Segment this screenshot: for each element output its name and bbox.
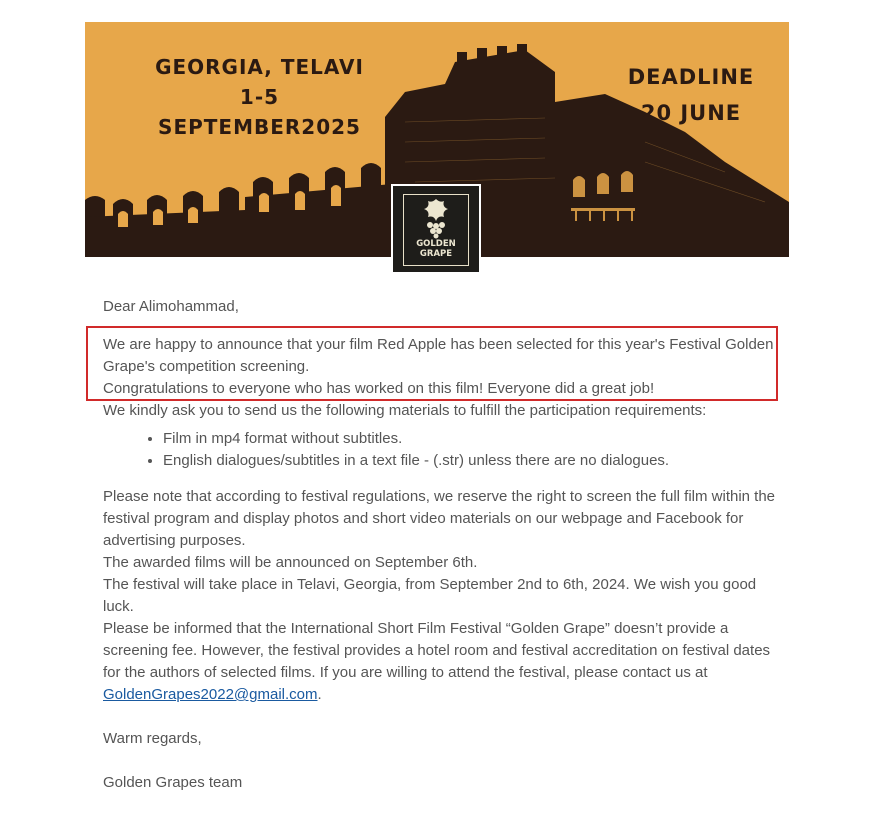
fee-text <box>103 618 783 706</box>
festival-dates-text: The festival will take place in Telavi, Georgia, from September 2nd to 6th, 2024. We wish you good luck. <box>103 576 757 615</box>
greeting: Dear Alimohammad, <box>103 298 239 315</box>
request-text: We kindly ask you to send us the following materials to fulfill the participation requirements: <box>103 402 707 419</box>
logo-line-golden: GOLDEN <box>416 239 456 249</box>
announcement-text: We are happy to announce that your film Red Apple has been selected for this year's Festival Golden Grape's competition screening. <box>103 336 774 375</box>
congratulations-text: Congratulations to everyone who has worked on this film! Everyone did a great job! <box>103 380 655 397</box>
list-item: • English dialogues/subtitles in a text file - (.str) unless there are no dialogues. <box>163 450 783 472</box>
golden-grape-logo <box>391 184 481 274</box>
banner-deadline <box>621 59 761 131</box>
period: . <box>317 686 322 703</box>
logo-frame <box>403 194 469 266</box>
banner-location: GEORGIA, TELAVI <box>155 55 364 79</box>
awards-text: The awarded films will be announced on September 6th. <box>103 554 478 571</box>
banner-deadline-date: 20 JUNE <box>640 101 742 125</box>
banner-location-dates <box>137 52 382 142</box>
regulations-note: Please note that according to festival regulations, we reserve the right to screen the full film within the festival program and display photos and short video materials on our webpage and Facebook for advertising purposes. <box>103 488 776 549</box>
banner-deadline-label: DEADLINE <box>627 65 755 89</box>
grape-leaf-icon <box>404 195 468 239</box>
materials-list <box>103 428 783 472</box>
contact-email-link[interactable]: GoldenGrapes2022@gmail.com <box>103 686 318 703</box>
banner-dates: 1-5 SEPTEMBER2025 <box>158 85 361 139</box>
regards: Warm regards, <box>103 730 202 747</box>
email-body <box>103 296 783 794</box>
signature: Golden Grapes team <box>103 774 243 791</box>
logo-text <box>404 239 468 259</box>
fee-text-body: Please be informed that the International Short Film Festival “Golden Grape” doesn’t provide a screening fee. However, the festival provides a hotel room and festival accreditation on festival dates for the authors of selected films. If you are willing to attend the festival, please contact us at <box>103 620 771 681</box>
list-item: • Film in mp4 format without subtitles. <box>163 428 783 450</box>
logo-line-grape: GRAPE <box>419 249 453 259</box>
